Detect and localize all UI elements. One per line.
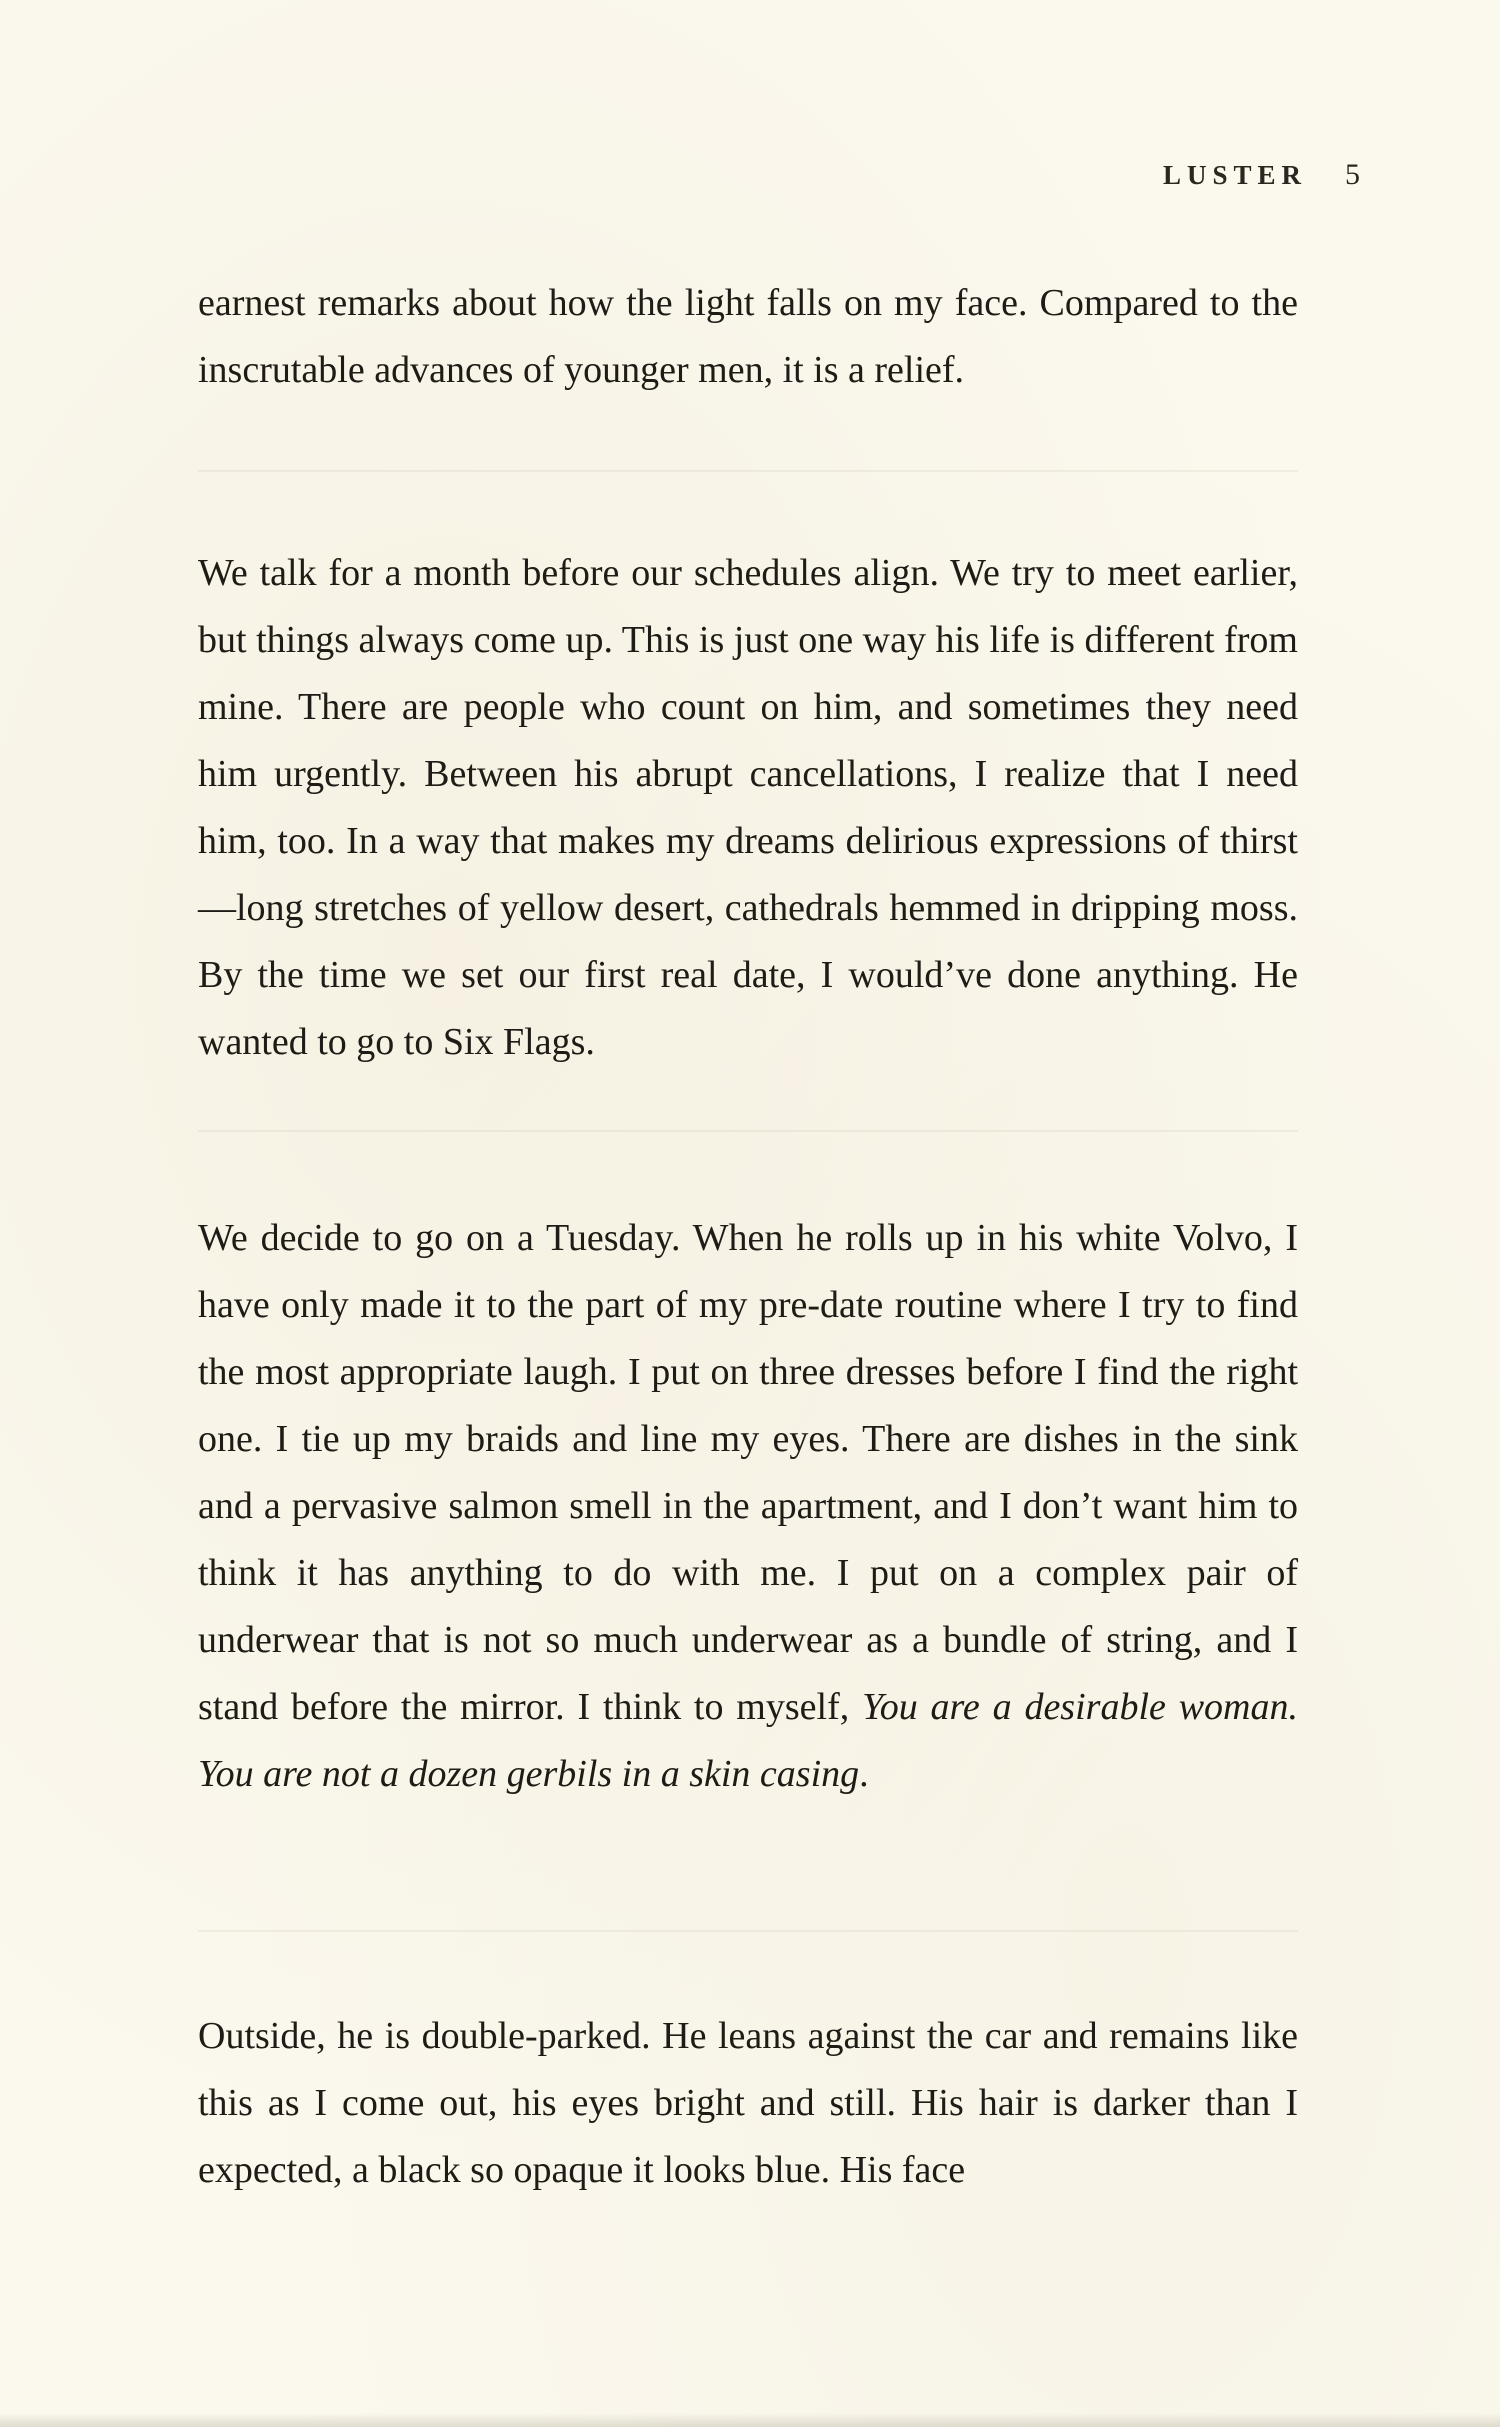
running-head	[1163, 158, 1360, 192]
paragraph-3-text: We decide to go on a Tuesday. When he rolls up in his white Volvo, I have only made it to the part of my pre-date routine where I try to find the most appropriate laugh. I put on three dresses before I find the right one. I tie up my braids and line my eyes. There are dishes in the sink and a pervasive salmon smell in the apartment, and I don’t want him to think it has anything to do with me. I put on a complex pair of underwear that is not so much underwear as a bundle of string, and I stand before the mirror. I think to myself,	[198, 1217, 1298, 1728]
scan-edge	[0, 2413, 1500, 2427]
page-number: 5	[1345, 158, 1360, 191]
paragraph-1: earnest remarks about how the light falls on my face. Compared to the inscrutable advances of younger men, it is a relief.	[198, 282, 1298, 391]
running-title: LUSTER	[1162, 160, 1307, 190]
paragraph-3-italic-thought: You are a desirable woman. You are not a dozen gerbils in a skin casing	[198, 1686, 1298, 1795]
show-through-line	[198, 1130, 1298, 1132]
show-through-line	[198, 470, 1298, 472]
paragraph-2: We talk for a month before our schedules align. We try to meet earlier, but things always come up. This is just one way his life is different from mine. There are people who count on him, and sometimes they need him urgently. Between his abrupt cancellations, I realize that I need him, too. In a way that makes my dreams delirious expressions of thirst—long stretches of yellow desert, cathedrals hemmed in dripping moss. By the time we set our first real date, I would’ve done anything. He wanted to go to Six Flags.	[198, 552, 1298, 1063]
paragraph-3-end: .	[859, 1753, 869, 1795]
paragraph-4: Outside, he is double-parked. He leans against the car and remains like this as I come out, his eyes bright and still. His hair is darker than I expected, a black so opaque it looks blue. His face	[198, 2015, 1298, 2191]
paragraph-3	[198, 1205, 1298, 1808]
show-through-line	[198, 1930, 1298, 1932]
